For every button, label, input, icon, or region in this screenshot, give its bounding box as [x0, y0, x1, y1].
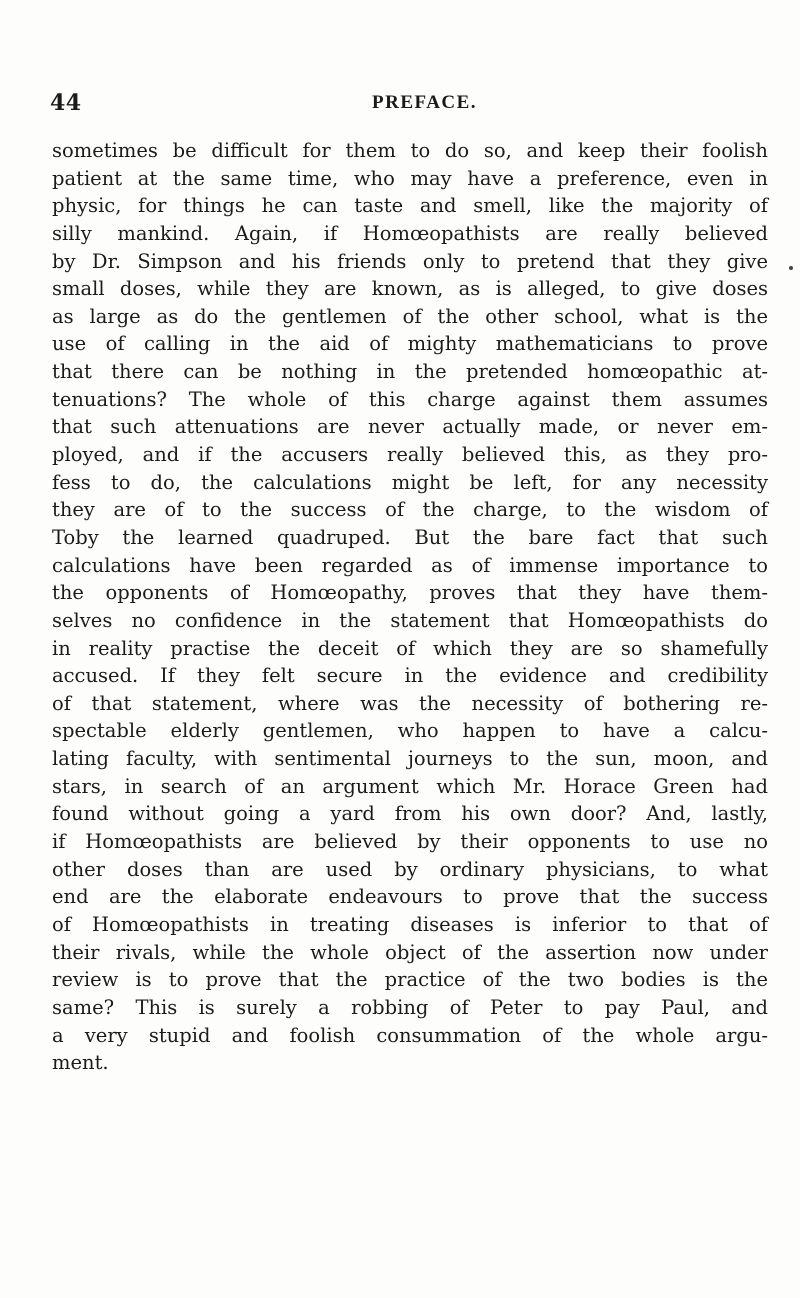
- text-line: as large as do the gentlemen of the other school, what is the: [52, 304, 768, 328]
- page-number: 44: [50, 90, 82, 116]
- text-line: a very stupid and foolish consummation of the whole argu-: [52, 1023, 768, 1047]
- text-line: they are of to the success of the charge, to the wisdom of: [52, 498, 768, 522]
- text-line: small doses, while they are known, as is alleged, to give doses: [52, 277, 768, 301]
- text-line: review is to prove that the practice of the two bodies is the: [52, 968, 768, 992]
- text-line: their rivals, while the whole object of the assertion now under: [52, 940, 768, 964]
- text-line: silly mankind. Again, if Homœopathists are really believed: [52, 221, 768, 245]
- text-line: sometimes be difficult for them to do so, and keep their foolish: [52, 139, 768, 162]
- text-line: use of calling in the aid of mighty mathematicians to prove: [52, 332, 768, 356]
- text-line: selves no confidence in the statement that Homœopathists do: [52, 608, 768, 632]
- text-line: that such attenuations are never actually made, or never em-: [52, 415, 768, 439]
- text-line: same? This is surely a robbing of Peter to pay Paul, and: [52, 995, 768, 1019]
- text-line: fess to do, the calculations might be left, for any necessity: [52, 470, 768, 494]
- margin-mark: [789, 266, 793, 270]
- text-line: ment.: [52, 1051, 109, 1075]
- text-line: in reality practise the deceit of which they are so shamefully: [52, 636, 768, 660]
- text-line: ployed, and if the accusers really believed this, as they pro-: [52, 443, 768, 467]
- text-line: if Homœopathists are believed by their opponents to use no: [52, 830, 768, 854]
- text-line: Toby the learned quadruped. But the bare fact that such: [52, 525, 768, 549]
- text-line: found without going a yard from his own door? And, lastly,: [52, 802, 768, 826]
- text-line: end are the elaborate endeavours to prove that the success: [52, 885, 768, 909]
- text-line: calculations have been regarded as of immense importance to: [52, 553, 768, 577]
- text-line: tenuations? The whole of this charge against them assumes: [52, 387, 768, 411]
- text-line: patient at the same time, who may have a preference, even in: [52, 166, 768, 190]
- text-line: spectable elderly gentlemen, who happen to have a calcu-: [52, 719, 768, 743]
- text-line: by Dr. Simpson and his friends only to pretend that they give: [52, 249, 768, 273]
- text-line: lating faculty, with sentimental journeys to the sun, moon, and: [52, 747, 768, 771]
- text-line: physic, for things he can taste and smell, like the majority of: [52, 194, 768, 218]
- body-paragraph: [52, 137, 768, 1077]
- text-line: accused. If they felt secure in the evidence and credibility: [52, 664, 768, 688]
- text-line: of Homœopathists in treating diseases is inferior to that of: [52, 912, 768, 936]
- text-line: stars, in search of an argument which Mr. Horace Green had: [52, 774, 768, 798]
- text-line: that there can be nothing in the pretended homœopathic at-: [52, 360, 768, 384]
- text-line: other doses than are used by ordinary physicians, to what: [52, 857, 768, 881]
- page-header: [50, 90, 770, 120]
- text-line: of that statement, where was the necessity of bothering re-: [52, 691, 768, 715]
- running-head: PREFACE.: [372, 92, 478, 113]
- text-line: the opponents of Homœopathy, proves that they have them-: [52, 581, 768, 605]
